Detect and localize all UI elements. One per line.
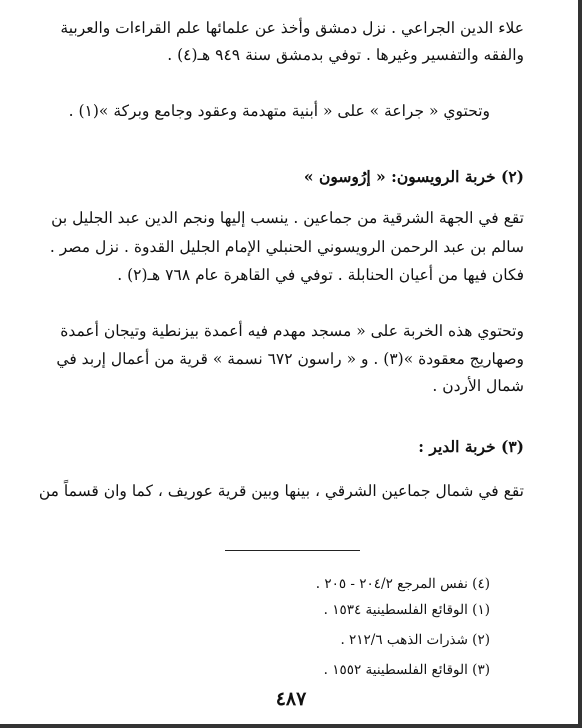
footnote: (٣) الوقائع الفلسطينية ١٥٥٢ . (323, 662, 490, 678)
body-line: والفقه والتفسير وغيرها . توفي بدمشق سنة ٩٤٩ هـ(٤) . (167, 46, 524, 64)
body-line: وتحتوي « جراعة » على « أبنية متهدمة وعقود وجامع وبركة »(١) . (68, 102, 490, 120)
body-line: وصهاريج معقودة »(٣) . و « راسون ٦٧٢ نسمة » قرية من أعمال إربد في (56, 350, 524, 368)
footnote: (١) الوقائع الفلسطينية ١٥٣٤ . (323, 602, 490, 618)
page-number: ٤٨٧ (275, 688, 307, 710)
footnote: (٢) شذرات الذهب ٢١٢/٦ . (340, 632, 490, 648)
body-line: سالم بن عبد الرحمن الرويسوني الحنبلي الإمام الجليل القدوة . نزل مصر . (49, 238, 524, 256)
footnote: (٤) نفس المرجع ٢٠٤/٢ - ٢٠٥ . (315, 576, 490, 592)
body-line: علاء الدين الجراعي . نزل دمشق وأخذ عن علمائها علم القراءات والعربية (60, 19, 524, 37)
footnote-divider (225, 550, 360, 551)
body-line: تقع في الجهة الشرقية من جماعين . ينسب إليها ونجم الدين عبد الجليل بن (51, 209, 524, 227)
body-line: وتحتوي هذه الخربة على « مسجد مهدم فيه أعمدة بيزنطية وتيجان أعمدة (60, 322, 524, 340)
section-heading: (٢) خربة الرويسون: « إرُوسون » (303, 167, 524, 186)
section-heading: (٣) خربة الدير : (418, 437, 524, 456)
body-line: شمال الأردن . (432, 377, 524, 395)
body-line: تقع في شمال جماعين الشرقي ، بينها وبين قرية عوريف ، كما وان قسماً من (38, 482, 524, 500)
body-line: فكان فيها من أعيان الحنابلة . توفي في القاهرة عام ٧٦٨ هـ(٢) . (117, 266, 524, 284)
